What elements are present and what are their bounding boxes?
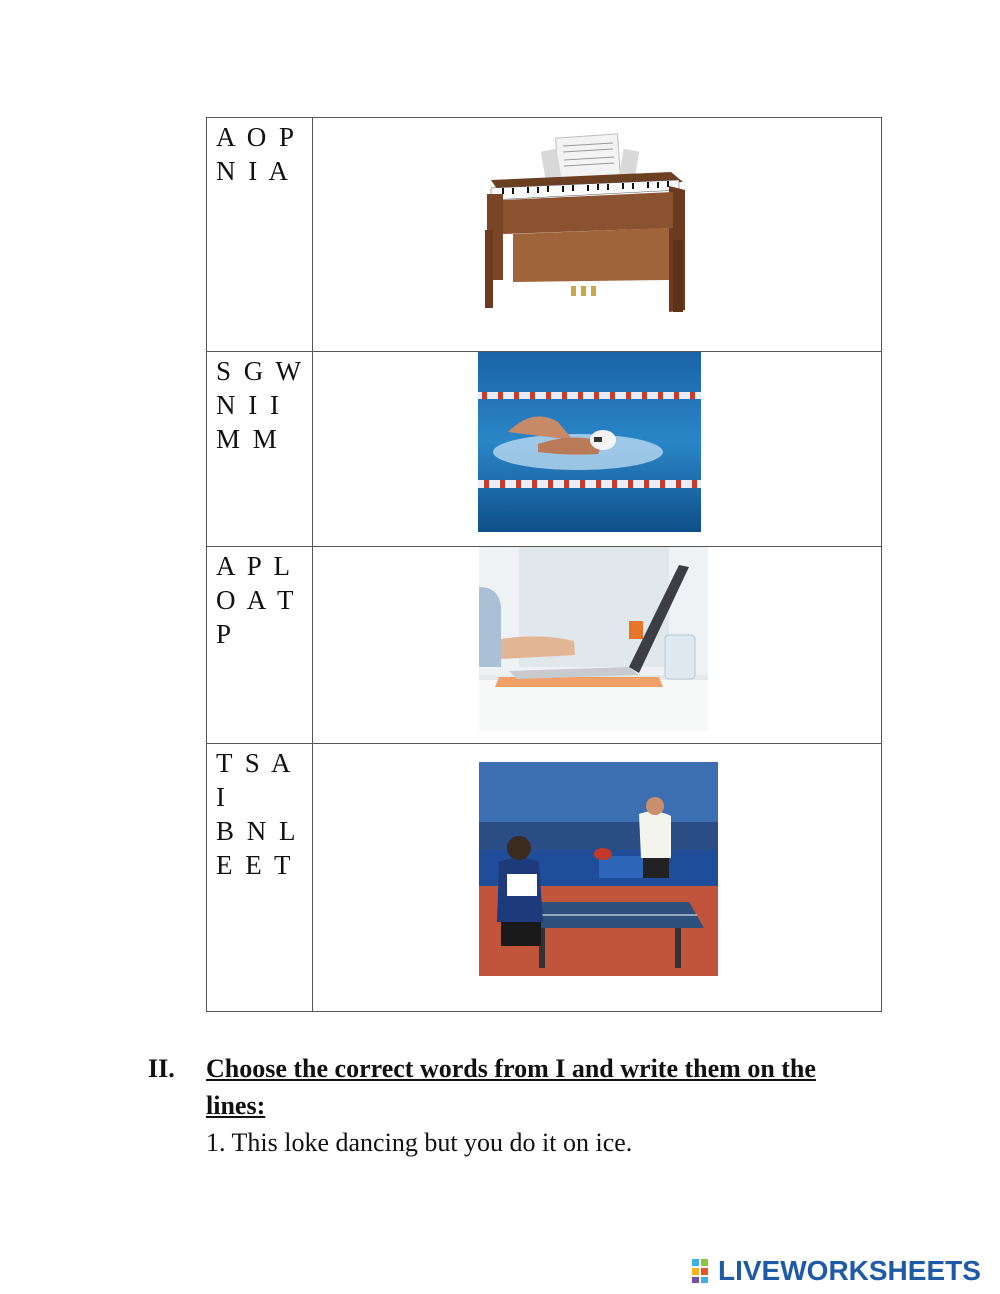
scrambled-word: T S A I B N L E E T bbox=[207, 744, 313, 1011]
logo-icon bbox=[692, 1259, 718, 1283]
picture-cell bbox=[313, 744, 882, 1011]
table-tennis-image bbox=[479, 762, 718, 976]
table-row bbox=[207, 744, 882, 1012]
picture-cell bbox=[313, 118, 882, 351]
picture-cell bbox=[313, 352, 882, 546]
logo-text: LIVEWORKSHEETS bbox=[718, 1255, 981, 1286]
scrambled-word: A O P N I A bbox=[207, 118, 313, 351]
section-title: Choose the correct words from I and write them on the lines: bbox=[206, 1054, 816, 1120]
exercise-sentence: 1. This loke dancing but you do it on ice. bbox=[206, 1128, 633, 1157]
laptop-image bbox=[479, 547, 708, 731]
table-row bbox=[207, 352, 882, 547]
vocabulary-table bbox=[206, 117, 882, 1012]
table-row bbox=[207, 547, 882, 744]
scrambled-word: S G W N I I M M bbox=[207, 352, 313, 546]
liveworksheets-logo bbox=[692, 1256, 981, 1286]
table-row bbox=[207, 118, 882, 352]
picture-cell bbox=[313, 547, 882, 743]
piano-image bbox=[473, 130, 689, 316]
scrambled-word: A P L O A T P bbox=[207, 547, 313, 743]
swimming-image bbox=[478, 352, 701, 532]
section-number: II. bbox=[148, 1054, 175, 1083]
